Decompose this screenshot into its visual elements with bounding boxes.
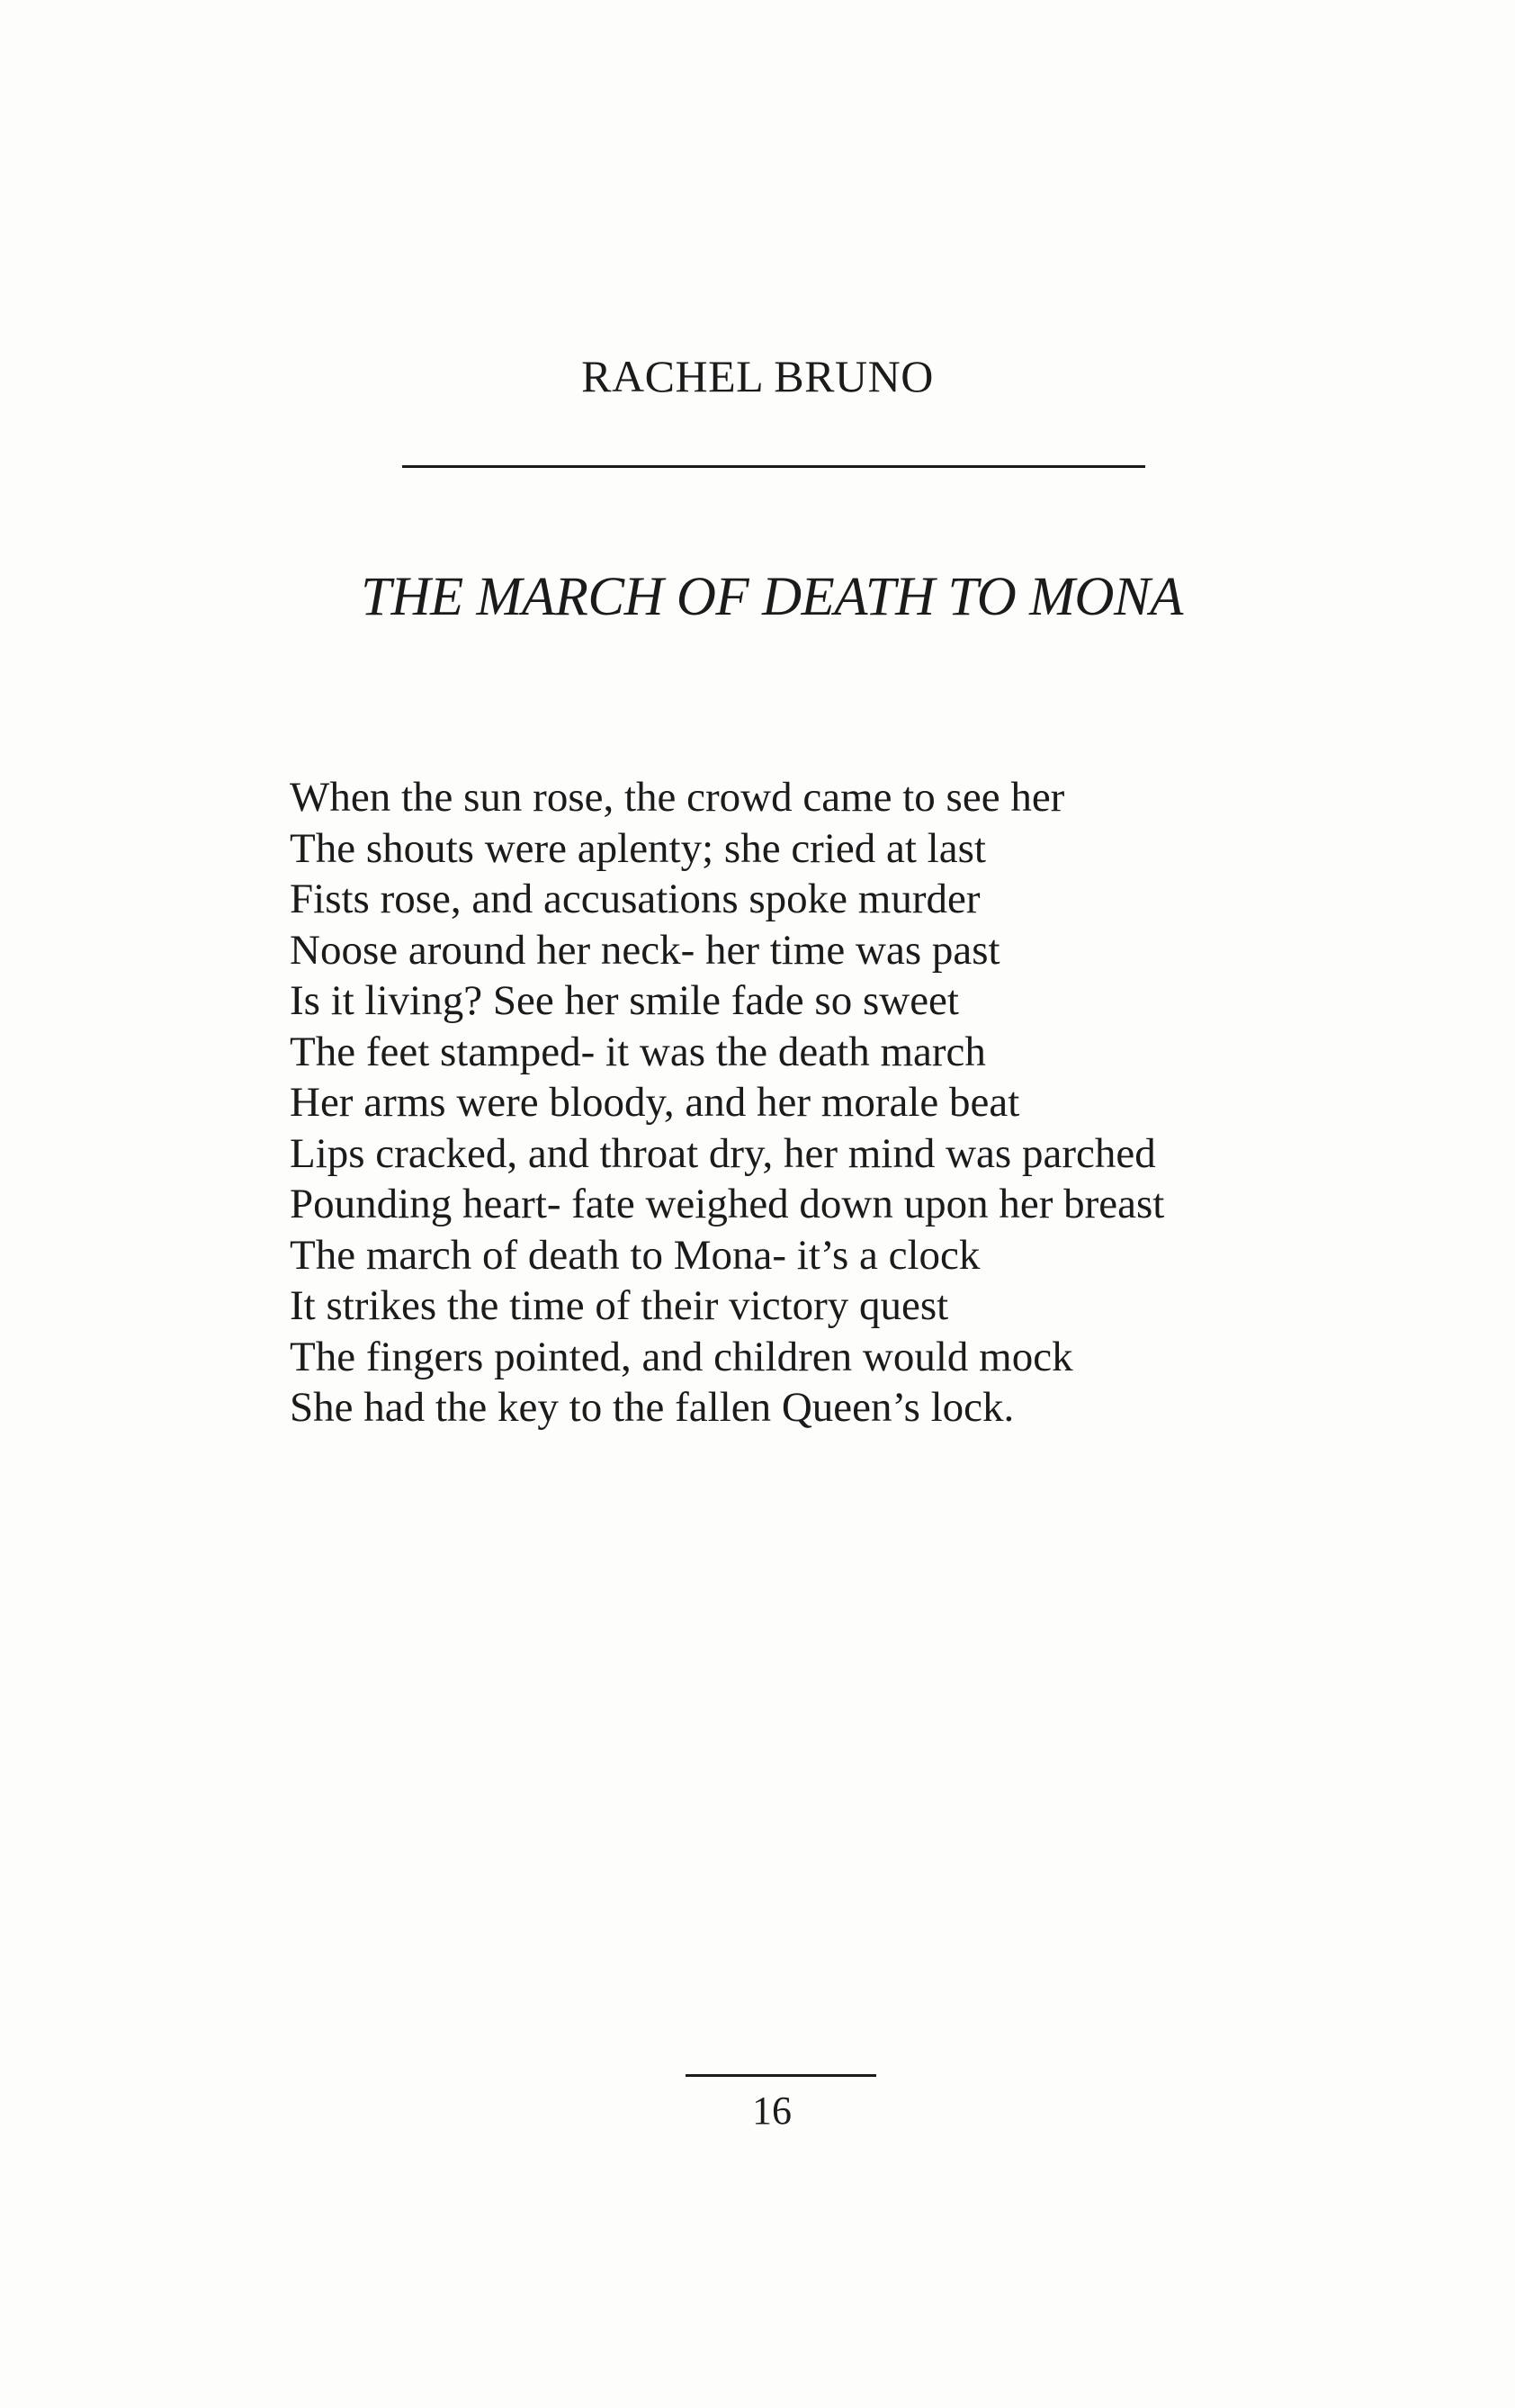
poem-line: Noose around her neck- her time was past [290,926,1000,974]
page-number: 16 [752,2089,792,2133]
poem-line: Fists rose, and accusations spoke murder [290,876,981,922]
header-rule [402,465,1145,468]
poem-line: The feet stamped- it was the death march [290,1028,986,1075]
poem-line: Pounding heart- fate weighed down upon her breast [290,1181,1165,1227]
poem-line: The march of death to Mona- it’s a clock [290,1231,981,1279]
poem-line: The fingers pointed, and children would mock [290,1333,1073,1380]
footer-rule [686,2074,876,2077]
poem-line: Lips cracked, and throat dry, her mind was parched [290,1129,1156,1177]
poem-line: The shouts were aplenty; she cried at last [290,824,986,872]
poem-line: Is it living? See her smile fade so sweet [290,977,959,1024]
author-name: RACHEL BRUNO [581,351,934,401]
poem-line: It strikes the time of their victory quest [290,1282,949,1329]
poem-line: Her arms were bloody, and her morale beat [290,1079,1020,1126]
poem-line: She had the key to the fallen Queen’s lock. [290,1384,1015,1431]
poem-body [290,772,1495,1433]
poem-title: THE MARCH OF DEATH TO MONA [361,567,1183,627]
poem-line: When the sun rose, the crowd came to see her [290,774,1065,821]
